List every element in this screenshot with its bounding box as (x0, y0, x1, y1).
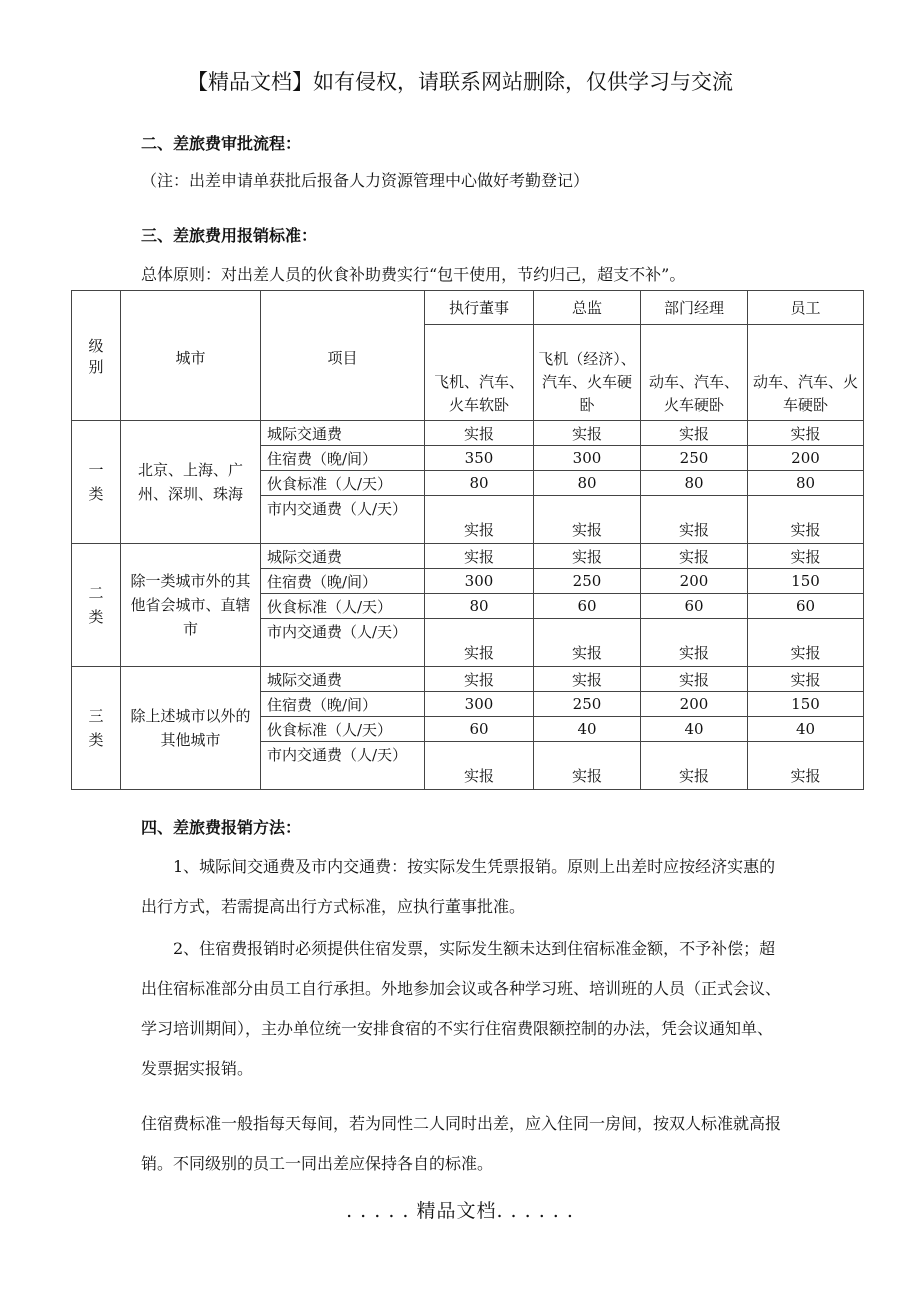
footer: . . . . . 精品文档. . . . . . (346, 1200, 574, 1222)
value-cell: 200 (748, 446, 864, 471)
item-label: 伙食标准（人/天） (261, 594, 425, 619)
header-role-1: 总监 (534, 291, 641, 325)
value-cell: 250 (641, 446, 748, 471)
value-cell: 300 (425, 569, 534, 594)
value-cell: 350 (425, 446, 534, 471)
item-label: 城际交通费 (261, 544, 425, 569)
group-city-0: 北京、上海、广州、深圳、珠海 (121, 421, 261, 544)
value-cell: 80 (425, 594, 534, 619)
value-cell: 200 (641, 692, 748, 717)
value-cell: 实报 (425, 496, 534, 544)
group-level-0: 一类 (72, 421, 121, 544)
group-city-1: 除一类城市外的其他省会城市、直辖市 (121, 544, 261, 667)
value-cell: 60 (425, 717, 534, 742)
value-cell: 实报 (641, 421, 748, 446)
value-cell: 250 (534, 569, 641, 594)
value-cell: 80 (748, 471, 864, 496)
value-cell: 实报 (748, 544, 864, 569)
value-cell: 实报 (748, 667, 864, 692)
header-role-0: 执行董事 (425, 291, 534, 325)
value-cell: 实报 (425, 421, 534, 446)
section3-heading: 三、差旅费用报销标准： (141, 226, 318, 245)
header-transport-2: 动车、汽车、火车硬卧 (641, 325, 748, 421)
section4-paragraph-1: 1、城际间交通费及市内交通费：按实际发生凭票报销。原则上出差时应按经济实惠的出行方式，若需提高出行方式标准，应执行董事批准。 (141, 857, 776, 916)
section3-principle: 总体原则：对出差人员的伙食补助费实行“包干使用，节约归己，超支不补”。 (141, 265, 686, 284)
item-label: 市内交通费（人/天） (261, 496, 425, 544)
item-label: 住宿费（晚/间） (261, 446, 425, 471)
value-cell: 实报 (641, 496, 748, 544)
header-role-3: 员工 (748, 291, 864, 325)
item-label: 住宿费（晚/间） (261, 692, 425, 717)
header-city-cell: 城市 (121, 291, 261, 421)
item-label: 住宿费（晚/间） (261, 569, 425, 594)
value-cell: 150 (748, 569, 864, 594)
item-label: 伙食标准（人/天） (261, 717, 425, 742)
item-label: 城际交通费 (261, 667, 425, 692)
value-cell: 实报 (641, 619, 748, 667)
value-cell: 实报 (748, 619, 864, 667)
value-cell: 实报 (641, 742, 748, 790)
value-cell: 60 (748, 594, 864, 619)
group-city-2: 除上述城市以外的其他城市 (121, 667, 261, 790)
value-cell: 实报 (534, 619, 641, 667)
item-label: 市内交通费（人/天） (261, 742, 425, 790)
value-cell: 实报 (748, 496, 864, 544)
value-cell: 40 (534, 717, 641, 742)
watermark-banner: 【精品文档】如有侵权，请联系网站删除，仅供学习与交流 (187, 70, 733, 94)
value-cell: 实报 (534, 667, 641, 692)
header-transport-0: 飞机、汽车、火车软卧 (425, 325, 534, 421)
value-cell: 60 (534, 594, 641, 619)
section2-note: （注：出差申请单获批后报备人力资源管理中心做好考勤登记） (141, 171, 590, 190)
value-cell: 80 (641, 471, 748, 496)
header-transport-1: 飞机（经济）、汽车、火车硬卧 (534, 325, 641, 421)
value-cell: 300 (534, 446, 641, 471)
section4-paragraph-3: 住宿费标准一般指每天每间，若为同性二人同时出差，应入住同一房间，按双人标准就高报销。不同级别的员工一同出差应保持各自的标准。 (141, 1114, 782, 1173)
header-level-cell: 级别 (72, 291, 121, 421)
value-cell: 150 (748, 692, 864, 717)
item-label: 伙食标准（人/天） (261, 471, 425, 496)
value-cell: 40 (641, 717, 748, 742)
value-cell: 250 (534, 692, 641, 717)
reimbursement-table (71, 290, 864, 790)
value-cell: 200 (641, 569, 748, 594)
value-cell: 实报 (425, 544, 534, 569)
group-level-1: 二类 (72, 544, 121, 667)
value-cell: 80 (425, 471, 534, 496)
value-cell: 实报 (425, 667, 534, 692)
value-cell: 实报 (425, 742, 534, 790)
value-cell: 80 (534, 471, 641, 496)
value-cell: 300 (425, 692, 534, 717)
header-item-cell: 项目 (261, 291, 425, 421)
value-cell: 40 (748, 717, 864, 742)
value-cell: 实报 (425, 619, 534, 667)
value-cell: 实报 (641, 544, 748, 569)
item-label: 城际交通费 (261, 421, 425, 446)
value-cell: 实报 (534, 544, 641, 569)
value-cell: 实报 (748, 421, 864, 446)
item-label: 市内交通费（人/天） (261, 619, 425, 667)
value-cell: 实报 (748, 742, 864, 790)
value-cell: 实报 (534, 742, 641, 790)
section4-heading: 四、差旅费报销方法： (141, 818, 302, 837)
header-role-2: 部门经理 (641, 291, 748, 325)
header-transport-3: 动车、汽车、火车硬卧 (748, 325, 864, 421)
section2-heading: 二、差旅费审批流程： (141, 134, 302, 153)
value-cell: 实报 (534, 421, 641, 446)
value-cell: 实报 (534, 496, 641, 544)
value-cell: 实报 (641, 667, 748, 692)
group-level-2: 三类 (72, 667, 121, 790)
value-cell: 60 (641, 594, 748, 619)
section4-paragraph-2: 2、住宿费报销时必须提供住宿发票，实际发生额未达到住宿标准金额，不予补偿；超出住宿标准部分由员工自行承担。外地参加会议或各种学习班、培训班的人员（正式会议、学习培训期间），主办单位统一安排食宿的不实行住宿费限额控制的办法，凭会议通知单、发票据实报销。 (141, 939, 782, 1078)
